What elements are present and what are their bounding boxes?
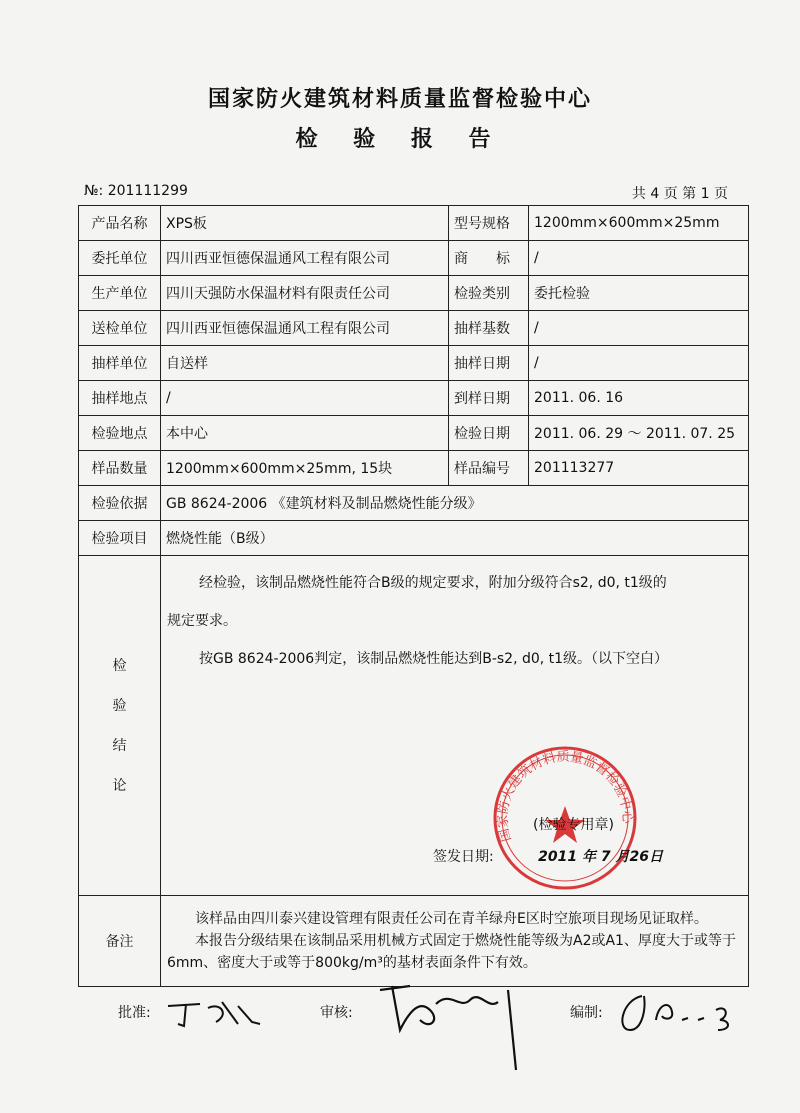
row-value-2: 2011. 06. 16: [529, 381, 749, 416]
stamp-text: 国家防火建筑材料质量监督检验中心: [495, 749, 635, 844]
remark-2: 本报告分级结果在该制品采用机械方式固定于燃烧性能等级为A2或A1、厚度大于或等于6mm、密度大于或等于800kg/m³的基材表面条件下有效。: [167, 933, 736, 971]
basis-row: [79, 486, 749, 521]
approve-label: 批准:: [118, 1005, 151, 1021]
row-label: 抽样单位: [79, 346, 161, 381]
remarks-label: 备注: [79, 896, 161, 987]
info-row: [79, 381, 749, 416]
row-label: 生产单位: [79, 276, 161, 311]
conclusion-body: [161, 556, 749, 896]
row-label-2: 抽样基数: [449, 311, 529, 346]
review-label: 审核:: [320, 1005, 353, 1021]
conclusion-char: 检: [112, 657, 127, 674]
remarks-body: [161, 896, 749, 987]
row-label: 抽样地点: [79, 381, 161, 416]
info-row: [79, 276, 749, 311]
item-label: 检验项目: [79, 521, 161, 556]
center-title: 国家防火建筑材料质量监督检验中心: [207, 87, 592, 112]
row-label-2: 商 标: [449, 241, 529, 276]
remarks-row: [79, 896, 749, 987]
report-number: №: 201111299: [84, 183, 188, 199]
row-value: 四川西亚恒德保温通风工程有限公司: [161, 311, 449, 346]
basis-label: 检验依据: [79, 486, 161, 521]
row-value: 本中心: [161, 416, 449, 451]
row-value: XPS板: [161, 206, 449, 241]
row-label-2: 抽样日期: [449, 346, 529, 381]
compile-signature: [612, 990, 752, 1036]
conclusion-label: [79, 556, 161, 896]
report-title: 检 验 报 告: [295, 127, 505, 152]
conclusion-row: [79, 556, 749, 896]
row-label: 产品名称: [79, 206, 161, 241]
info-row: [79, 451, 749, 486]
report-table: [78, 205, 749, 987]
conclusion-char: 结: [112, 737, 127, 754]
row-value: /: [161, 381, 449, 416]
row-label: 检验地点: [79, 416, 161, 451]
compile-label: 编制:: [570, 1005, 603, 1021]
row-value-2: /: [529, 311, 749, 346]
stamp-caption: (检验专用章): [533, 817, 614, 833]
row-label-2: 样品编号: [449, 451, 529, 486]
row-label: 样品数量: [79, 451, 161, 486]
review-signature: [370, 980, 530, 1080]
issue-date: [433, 846, 663, 866]
issue-date-label: 签发日期:: [433, 849, 494, 865]
issue-date-value: 2011 年 7 月26日: [538, 849, 663, 865]
page-count: 共 4 页 第 1 页: [631, 186, 728, 202]
remark-1: 该样品由四川泰兴建设管理有限责任公司在青羊绿舟E区时空旅项目现场见证取样。: [195, 911, 708, 927]
row-label: 委托单位: [79, 241, 161, 276]
row-value: 1200mm×600mm×25mm, 15块: [161, 451, 449, 486]
basis-value: GB 8624-2006 《建筑材料及制品燃烧性能分级》: [161, 486, 749, 521]
row-value-2: /: [529, 241, 749, 276]
row-value: 四川西亚恒德保温通风工程有限公司: [161, 241, 449, 276]
item-value: 燃烧性能（B级）: [161, 521, 749, 556]
row-label: 送检单位: [79, 311, 161, 346]
row-value: 自送样: [161, 346, 449, 381]
conclusion-char: 验: [112, 697, 127, 714]
row-label-2: 到样日期: [449, 381, 529, 416]
conclusion-line-1: 经检验，该制品燃烧性能符合B级的规定要求，附加分级符合s2, d0, t1级的: [199, 575, 667, 591]
approve-signature: [160, 994, 270, 1034]
conclusion-line-3: 按GB 8624-2006判定，该制品燃烧性能达到B-s2, d0, t1级。（以下空白）: [199, 651, 669, 667]
item-row: [79, 521, 749, 556]
info-row: [79, 206, 749, 241]
row-label-2: 型号规格: [449, 206, 529, 241]
row-value-2: 委托检验: [529, 276, 749, 311]
info-row: [79, 241, 749, 276]
row-label-2: 检验日期: [449, 416, 529, 451]
info-row: [79, 311, 749, 346]
info-row: [79, 416, 749, 451]
info-row: [79, 346, 749, 381]
conclusion-line-2: 规定要求。: [167, 613, 237, 629]
row-value-2: 1200mm×600mm×25mm: [529, 206, 749, 241]
row-value-2: 201113277: [529, 451, 749, 486]
row-value-2: /: [529, 346, 749, 381]
conclusion-char: 论: [112, 777, 127, 794]
row-label-2: 检验类别: [449, 276, 529, 311]
row-value: 四川天强防水保温材料有限责任公司: [161, 276, 449, 311]
row-value-2: 2011. 06. 29 ～ 2011. 07. 25: [529, 416, 749, 451]
